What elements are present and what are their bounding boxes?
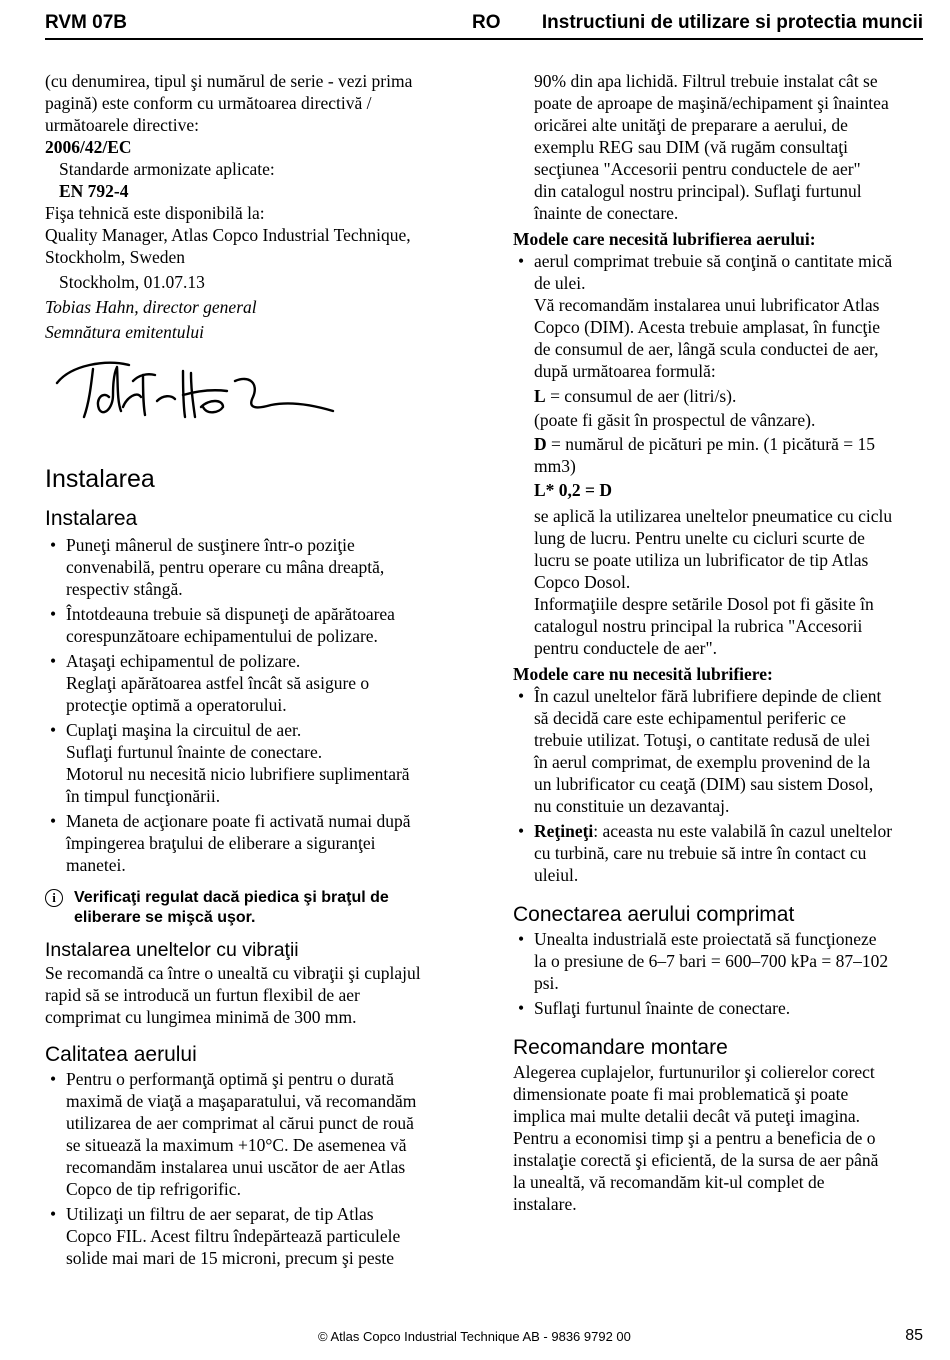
vibration-paragraph: [45, 962, 470, 1028]
page-footer: [0, 1327, 950, 1349]
list-item-line: uleiul.: [534, 865, 579, 885]
paragraph-line: înainte de conectare.: [534, 203, 679, 223]
left-column: [45, 70, 470, 1272]
paragraph-line: Pentru a economisi timp şi a pentru a beneficia de o: [513, 1128, 876, 1148]
list-item: [45, 719, 470, 807]
paragraph-line: la unealtă, vă recomandăm kit-ul complet de: [513, 1172, 825, 1192]
list-item-line: la o presiune de 6–7 bari = 600–700 kPa = 87–102: [534, 951, 889, 971]
list-item-line: maximă de viaţă a maşaparatului, vă recomandăm: [66, 1091, 417, 1111]
list-item-line: împingerea braţului de eliberare a siguranţei: [66, 833, 376, 853]
list-item: [45, 650, 470, 716]
signature-label: Semnătura emitentului: [45, 322, 204, 342]
info-icon: i: [45, 889, 63, 907]
paragraph-line: implica mai multe detalii decât vă puteţi imagina.: [513, 1106, 860, 1126]
list-item: [45, 810, 470, 876]
list-item-line: utilizarea de aer comprimat al cărui punct de rouă: [66, 1113, 414, 1133]
subsection-title-vibration: Instalarea uneltelor cu vibraţii: [45, 939, 299, 961]
connection-list: [513, 928, 923, 1019]
list-item-line: se situează la maximum +10°C. De asemenea vă: [66, 1135, 407, 1155]
paragraph-line: instalaţie corectă şi eficientă, de la sursa de aer până: [513, 1150, 879, 1170]
paragraph-line: lucru se poate utiliza un lubrificator de tip Atlas: [534, 550, 869, 570]
list-item-line: în aerul comprimat, de exemplu provenind de la: [534, 752, 871, 772]
formula-key: D: [534, 434, 547, 454]
list-item: [513, 928, 923, 994]
list-item: [513, 997, 923, 1019]
lubrication-title: Modele care necesită lubrifierea aerului:: [513, 229, 816, 249]
page-number: 85: [905, 1327, 923, 1344]
list-item-line: Suflaţi furtunul înainte de conectare.: [66, 742, 323, 762]
document-title: Instructiuni de utilizare si protectia muncii: [541, 12, 923, 33]
list-item-line: protecţie optimă a operatorului.: [66, 695, 287, 715]
signatory-name: Tobias Hahn, director general: [45, 297, 257, 317]
list-item: [513, 685, 923, 817]
list-item-line: Copco (DIM). Acesta trebuie amplasat, în funcţie: [534, 317, 881, 337]
declaration-block: [45, 70, 470, 446]
paragraph-line: instalare.: [513, 1194, 577, 1214]
formula-D: [513, 433, 923, 477]
formula-text: = numărul de picături pe min. (1 picătură = 15: [546, 434, 875, 454]
paragraph-line: dimensionate poate fi mai problematică şi poate: [513, 1084, 849, 1104]
list-item-line: • aerul comprimat trebuie să conţină o cantitate mică: [534, 251, 893, 271]
directive-number: 2006/42/EC: [45, 137, 132, 157]
list-item-line: Reglaţi apărătoarea astfel încât să asigure o: [66, 673, 370, 693]
note-text: : aceasta nu este valabilă în cazul uneltelor: [593, 821, 893, 841]
paragraph-line: rapid să se introducă un furtun flexibil de aer: [45, 985, 360, 1005]
address-line: Stockholm, Sweden: [45, 247, 185, 267]
list-item-line: de ulei.: [534, 273, 586, 293]
paragraph-line: poate de aproape de maşină/echipament şi înaintea: [534, 93, 889, 113]
list-item: [45, 534, 470, 600]
list-item-line: un lubrificator cu ceaţă (DIM) sau sistem Dosol,: [534, 774, 874, 794]
list-item: [45, 603, 470, 647]
paragraph-line: exemplu REG sau DIM (vă rugăm consultaţi: [534, 137, 848, 157]
paragraph-line: oricărei alte unităţi de preparare a aerului, de: [534, 115, 848, 135]
notice-line: Verificaţi regulat dacă piedica şi braţul de: [74, 889, 389, 906]
list-item-line: psi.: [534, 973, 559, 993]
no-lubrication-list: [513, 685, 923, 886]
paragraph-line: Se recomandă ca între o unealtă cu vibraţii şi cuplajul: [45, 963, 421, 983]
list-item-line: • În cazul uneltelor fără lubrifiere depinde de client: [534, 686, 882, 706]
list-item-line: solide mai mari de 15 microni, precum şi peste: [66, 1248, 395, 1268]
place-date: Stockholm, 01.07.13: [59, 272, 205, 292]
paragraph-line: catalogul nostru principal la rubrica "Accesorii: [534, 616, 863, 636]
paragraph-line: Copco Dosol.: [534, 572, 631, 592]
list-item-line: Copco de tip refrigorific.: [66, 1179, 241, 1199]
list-item: [45, 1203, 470, 1269]
list-item-line: • Întotdeauna trebuie să dispuneţi de apărătoarea: [66, 604, 395, 624]
copyright-text: © Atlas Copco Industrial Technique AB - 9836 9792 00: [318, 1329, 631, 1344]
list-item-line: nu constituie un dezavantaj.: [534, 796, 730, 816]
list-item-line: • Unealta industrială este proiectată să funcţioneze: [534, 929, 877, 949]
list-item-line: • Suflaţi furtunul înainte de conectare.: [534, 998, 791, 1018]
list-item: [513, 250, 923, 382]
list-item-line: cu turbină, care nu trebuie să intre în contact cu: [534, 843, 867, 863]
declaration-line: următoarele directive:: [45, 115, 200, 135]
list-item-line: să decidă care este echipamentul periferic ce: [534, 708, 846, 728]
list-item-line: Copco FIL. Acest filtru îndepărtează particulele: [66, 1226, 401, 1246]
paragraph-line: pentru conductele de aer".: [534, 638, 718, 658]
page-header: [45, 12, 923, 40]
paragraph-line: din catalogul nostru principal). Suflaţi furtunul: [534, 181, 862, 201]
standard-number: EN 792-4: [59, 181, 129, 201]
standards-label: Standarde armonizate aplicate:: [59, 159, 275, 179]
list-item-line: trebuie utilizat. Totuşi, o cantitate redusă de ulei: [534, 730, 871, 750]
subsection-title-air-quality: Calitatea aerului: [45, 1043, 197, 1066]
declaration-line: (cu denumirea, tipul şi numărul de serie - vezi prima: [45, 71, 413, 91]
formula-expression: L* 0,2 = D: [534, 480, 613, 500]
paragraph-line: Informaţiile despre setările Dosol pot fi găsite în: [534, 594, 874, 614]
subsection-title-connection: Conectarea aerului comprimat: [513, 903, 795, 926]
right-column: [513, 70, 923, 1215]
list-item-line: de consumul de aer, lângă scula conductei de aer,: [534, 339, 879, 359]
paragraph-line: Alegerea cuplajelor, furtunurilor şi colierelor corect: [513, 1062, 875, 1082]
list-item-line: convenabilă, pentru operare cu mâna dreaptă,: [66, 557, 385, 577]
formula-key: L: [534, 386, 546, 406]
list-item: [513, 820, 923, 886]
formula-L: [513, 385, 923, 407]
list-item-line: după următoarea formulă:: [534, 361, 716, 381]
address-line: Quality Manager, Atlas Copco Industrial Technique,: [45, 225, 411, 245]
list-item-line: • Utilizaţi un filtru de aer separat, de tip Atlas: [66, 1204, 374, 1224]
formula-text: = consumul de aer (litri/s).: [545, 386, 737, 406]
mounting-paragraph: [513, 1061, 923, 1215]
list-item-line: corespunzătoare echipamentului de polizare.: [66, 626, 378, 646]
air-filter-continuation: [513, 70, 923, 224]
section-title-installation: Instalarea: [45, 465, 155, 493]
list-item-line: în timpul funcţionării.: [66, 786, 221, 806]
tech-file-label: Fişa tehnică este disponibilă la:: [45, 203, 265, 223]
list-item-line: • Puneţi mânerul de susţinere într-o poziţie: [66, 535, 355, 555]
list-item-line: • Cuplaţi maşina la circuitul de aer.: [66, 720, 302, 740]
paragraph-line: 90% din apa lichidă. Filtrul trebuie instalat cât se: [534, 71, 878, 91]
formula-text: mm3): [534, 456, 576, 476]
formula-explanation: [513, 505, 923, 659]
list-item-line: • Pentru o performanţă optimă şi pentru o durată: [66, 1069, 395, 1089]
air-quality-list: [45, 1068, 470, 1269]
list-item-line: recomandăm instalarea unui uscător de aer Atlas: [66, 1157, 406, 1177]
list-item-line: Vă recomandăm instalarea unui lubrificator Atlas: [534, 295, 880, 315]
model-label: RVM 07B: [45, 12, 128, 33]
installation-list: [45, 534, 470, 876]
list-item: [45, 1068, 470, 1200]
list-item-line: manetei.: [66, 855, 126, 875]
lubrication-list: [513, 250, 923, 382]
paragraph-line: secţiunea "Accesorii pentru conductele de aer": [534, 159, 861, 179]
formula-note: (poate fi găsit în prospectul de vânzare).: [534, 410, 816, 430]
list-item-line: Motorul nu necesită nicio lubrifiere suplimentară: [66, 764, 410, 784]
note-label: Reţineţi: [534, 821, 594, 841]
signature-image: [51, 351, 351, 446]
list-item-line: [534, 820, 923, 842]
paragraph-line: comprimat cu lungimea minimă de 300 mm.: [45, 1007, 357, 1027]
list-item-line: respectiv stângă.: [66, 579, 183, 599]
no-lubrication-title: Modele care nu necesită lubrifiere:: [513, 664, 773, 684]
declaration-line: pagină) este conform cu următoarea directivă /: [45, 93, 372, 113]
list-item-line: • Maneta de acţionare poate fi activată numai după: [66, 811, 411, 831]
language-code: RO: [472, 12, 501, 33]
subsection-title-mounting: Recomandare montare: [513, 1036, 728, 1059]
paragraph-line: se aplică la utilizarea uneltelor pneumatice cu ciclu: [534, 506, 893, 526]
info-notice: [45, 888, 470, 928]
list-item-line: • Ataşaţi echipamentul de polizare.: [66, 651, 301, 671]
subsection-title-installation: Instalarea: [45, 507, 138, 530]
notice-line: eliberare se mişcă uşor.: [74, 909, 256, 926]
paragraph-line: lung de lucru. Pentru unelte cu cicluri scurte de: [534, 528, 865, 548]
